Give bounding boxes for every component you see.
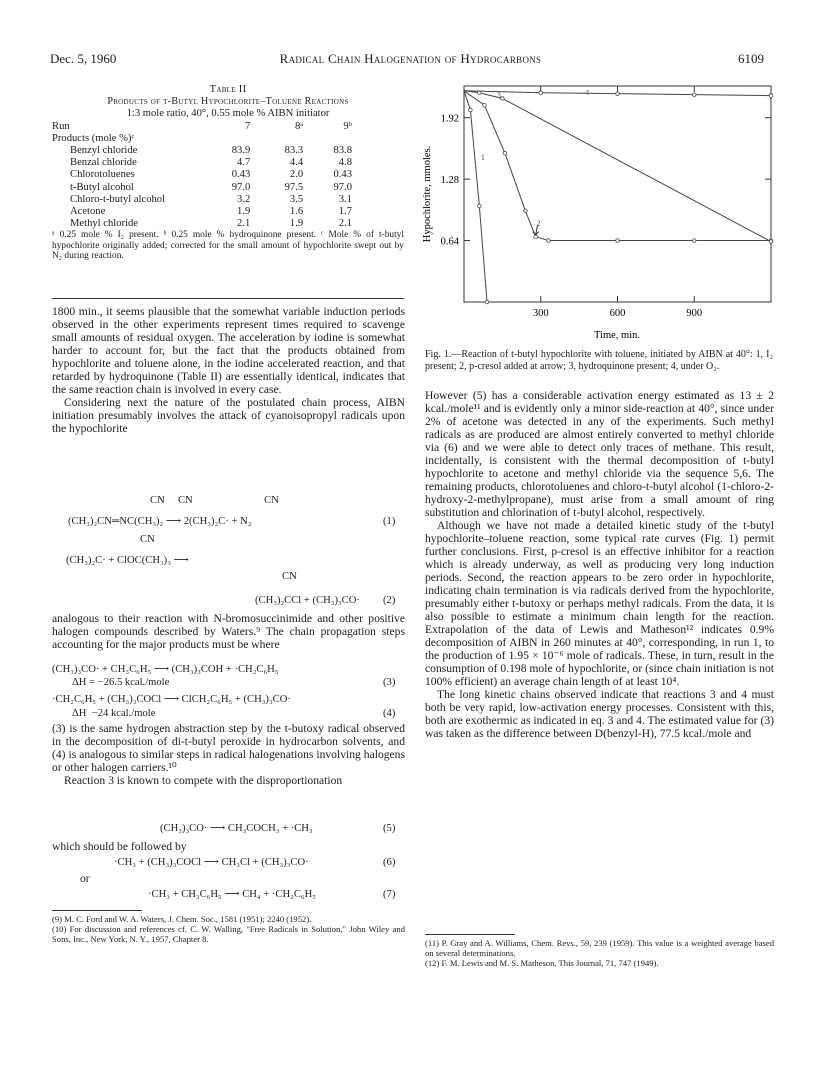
run-header: 8ᵃ [294, 120, 304, 132]
data-point [769, 94, 773, 98]
right-footnotes [425, 938, 774, 968]
paragraph: Considering next the nature of the postulated chain process, AIBN initiation presumably involves the attack of cyanoisopropyl radicals upon the hypochlorite [52, 396, 405, 435]
footnote-10: (10) For discussion and references cf. C. W. Walling, "Free Radicals in Solution," John Wiley and Sons, Inc., New York, N. Y., 1957, Chapter 8. [52, 924, 405, 944]
products-table [52, 121, 352, 231]
table-row: t-Butyl alcohol 97.0 97.5 97.0 [70, 181, 352, 193]
table-row: Chlorotoluenes 0.43 2.0 0.43 [70, 169, 352, 181]
equation-6: ·CH₃ + (CH₃)₃COCl ⟶ CH₃Cl + (CH₃)₃CO· [114, 857, 309, 868]
figure-caption: Fig. 1.—Reaction of t-butyl hypochlorite with toluene, initiated by AIBN at 40°: 1, I₂ present; 2, p-cresol added at arrow; 3, hydroquinone present; 4, under O₂. [425, 349, 773, 372]
run-header: 7 [244, 120, 251, 132]
equation-number: (4) [383, 708, 396, 719]
x-axis-label: Time, min. [594, 330, 640, 341]
series-label: 4 [585, 88, 590, 98]
table-title: Products of t-Butyl Hypochlorite–Toluene Reactions [107, 96, 349, 108]
y-tick-label: 1.28 [440, 175, 459, 187]
equation-5: (CH₃)₃CO· ⟶ CH₃COCH₃ + ·CH₃ [160, 823, 313, 834]
table-row: Chloro-t-butyl alcohol 3.2 3.5 3.1 [70, 193, 352, 205]
paragraph: analogous to their reaction with N-bromosuccinimide and other positive halogen compounds described by Waters.⁹ The chain propagation steps accounting for the major products must be where [52, 612, 405, 651]
series-line-2 [464, 91, 771, 241]
left-column-text-4 [52, 840, 405, 853]
equation-number: (3) [383, 677, 396, 688]
series-label: 2 [536, 218, 541, 228]
series-line-1 [464, 91, 487, 302]
data-point [485, 300, 489, 304]
data-point [501, 97, 505, 101]
eq2-substituent: CN [140, 534, 155, 545]
footnote-rule [425, 934, 515, 935]
tick-marks [464, 86, 771, 302]
y-tick-label: 1.92 [440, 113, 459, 125]
equation-4: ·CH₂C₆H₅ + (CH₃)₃COCl ⟶ ClCH₂C₆H₅ + (CH₃)₃CO· [52, 694, 291, 705]
footnote-rule [52, 910, 142, 911]
equation-number: (1) [383, 516, 396, 527]
equation-2b: (CH₃)₂CCl + (CH₃)₃CO· [255, 595, 360, 606]
running-date: Dec. 5, 1960 [50, 51, 117, 66]
footnote-12: (12) F. M. Lewis and M. S. Matheson, This Journal, 71, 747 (1949). [425, 958, 659, 968]
products-label: Products (mole %)ᶜ [52, 132, 135, 144]
y-tick-labels [441, 114, 460, 248]
paragraph: However (5) has a considerable activation energy estimated as 13 ± 2 kcal./mole¹¹ and is evidently only a minor side-reaction at 40°, since under 2% of acetone was detected in any of the experiments. Such methyl radicals as are produced are almost entirely converted to methyl chloride via (6) and we were able to detect only traces of methane. This result, incidentally, is consistent with the thermal decomposition of t-butyl hypochlorite to acetone and methyl chloride via the sequence 5,6. The remaining products, chlorotoluenes and chloro-t-butyl alcohol (1-chloro-2-hydroxy-2-methylpropane), must arise from a small amount of ring substitution and chlorination of t-butyl alcohol, respectively. [425, 389, 774, 519]
y-axis-label: Hypochlorite, mmoles. [422, 145, 433, 243]
table-subtitle: 1:3 mole ratio, 40°, 0.55 mole % AIBN initiator [126, 108, 330, 120]
eq2-substituent: CN [282, 571, 297, 582]
paragraph: 1800 min., it seems plausible that the somewhat variable induction periods observed in the other experiments represent times required to scavenge small amounts of residual oxygen. The acceleration by iodine is somewhat harder to account for, but the fact that the products obtained from hypochlorite and toluene alone, in the iodine accelerated reaction, and that retarded by hydroquinone (Table II) are essentially identical, indicates that the same reaction chain is involved in every case. [52, 305, 405, 396]
footnote-11: (11) P. Gray and A. Williams, Chem. Revs., 59, 239 (1959). This value is a weighted average based on several determinations. [425, 938, 774, 958]
table-row: Benzal chloride 4.7 4.4 4.8 [70, 157, 352, 169]
y-tick-label: 0.64 [440, 236, 459, 248]
table-row: Benzyl chloride 83.9 83.3 83.8 [70, 145, 352, 157]
paragraph: (3) is the same hydrogen abstraction step by the t-butoxy radical observed in the decomposition of di-t-butyl peroxide in hydrocarbon solvents, and (4) is analogous to similar steps in radical halogenations involving halogens or other halogen carriers.¹⁰ [52, 722, 405, 774]
equation-2a: (CH₃)₂C· + ClOC(CH₃)₃ ⟶ [66, 555, 189, 566]
data-point [616, 92, 620, 96]
series-label: 1 [480, 153, 485, 162]
fig1-chart [412, 82, 782, 344]
or-text: or [80, 872, 90, 885]
data-point [539, 91, 543, 95]
data-point [692, 93, 696, 97]
left-column-text-2 [52, 612, 405, 651]
table-ii [52, 84, 404, 262]
right-column-text [425, 389, 774, 740]
paragraph: Although we have not made a detailed kinetic study of the t-butyl hypochlorite–toluene reaction, some typical rate curves (Fig. 1) permit further conclusions. First, p-cresol is an effective inhibitor for a reaction which is already underway, as well as producing very long induction periods. Second, the reaction appears to be zero order in hypochlorite, indicating chain termination is via radicals derived from the hypochlorite, presumably either t-butoxy or perhaps methyl radicals. From the data, it is also possible to estimate a minimum chain length for the reaction. Extrapolation of the data of Lewis and Matheson¹² indicates 0.9% decomposition of AIBN in 260 minutes at 40°, corresponding, in run 1, to the production of 1.95 × 10⁻⁶ mole of radicals. These, in turn, result in the consumption of 0.198 mole of hypochlorite, or (since chain initiation is not 100% efficient) an average chain length of at least 10⁴. [425, 519, 774, 688]
data-point [692, 239, 696, 243]
table-rule [52, 298, 404, 299]
plot-frame [464, 86, 771, 302]
left-column-text-3 [52, 722, 405, 787]
page-number: 6109 [738, 51, 764, 66]
equation-3: (CH₃)₃CO· + CH₃C₆H₅ ⟶ (CH₃)₃COH + ·CH₂C₆H₅ [52, 664, 279, 675]
table-row: Methyl chloride 2.1 1.9 2.1 [70, 218, 352, 230]
equation-number: (2) [383, 595, 396, 606]
data-point [534, 235, 538, 239]
data-point [769, 240, 773, 244]
x-tick-label: 600 [609, 308, 626, 319]
x-tick-labels [533, 308, 702, 319]
left-footnotes [52, 914, 405, 944]
data-point [547, 239, 551, 243]
eq4-enthalpy: ΔH −24 kcal./mole [72, 708, 156, 719]
equation-number: (6) [383, 857, 396, 868]
paragraph: which should be followed by [52, 840, 187, 853]
table-label: Table II [209, 84, 247, 95]
paragraph: The long kinetic chains observed indicate that reactions 3 and 4 must both be very rapid, low-activation energy processes. Consistent with this, both are exothermic as indicated in eq. 3 and 4. The estimated value for (3) was taken as the difference between D(benzyl-H), 77.5 kcal./mole and [425, 688, 774, 740]
table-row: Acetone 1.9 1.6 1.7 [70, 206, 352, 218]
series-layer [464, 88, 773, 304]
table-footnote: ᵃ 0.25 mole % I₂ present. ᵇ 0.25 mole % hydroquinone present. ᶜ Mole % of t-butyl hypochlorite originally added; corrected for the small amount of hypochlorite swept out by N₂ during reaction. [52, 230, 404, 262]
series-label: 3 [496, 90, 501, 100]
eq3-enthalpy: ΔH = −26.5 kcal./mole [72, 677, 170, 688]
data-point [478, 204, 482, 208]
x-tick-label: 300 [532, 308, 549, 319]
equation-number: (5) [383, 823, 396, 834]
data-point [503, 151, 507, 155]
data-point [483, 103, 487, 107]
data-point [469, 108, 473, 112]
x-tick-label: 900 [686, 308, 703, 319]
left-column-text [52, 305, 405, 435]
run-label: Run [52, 120, 70, 132]
eq1-substituents: CN CN CN [150, 495, 279, 506]
footnote-9: (9) M. C. Ford and W. A. Waters, J. Chem. Soc., 1581 (1951); 2240 (1952). [52, 914, 312, 924]
data-point [524, 209, 528, 213]
data-point [616, 239, 620, 243]
run-header: 9ᵇ [343, 120, 352, 132]
equation-7: ·CH₃ + CH₃C₆H₅ ⟶ CH₄ + ·CH₂C₆H₅ [148, 889, 316, 900]
equation-number: (7) [383, 889, 396, 900]
paragraph: Reaction 3 is known to compete with the disproportionation [64, 774, 343, 787]
equation-1: (CH₃)₂CN═NC(CH₃)₂ ⟶ 2(CH₃)₂C· + N₂ [68, 516, 252, 527]
running-title: Radical Chain Halogenation of Hydrocarbons [279, 51, 542, 66]
table-header-row [52, 121, 352, 133]
